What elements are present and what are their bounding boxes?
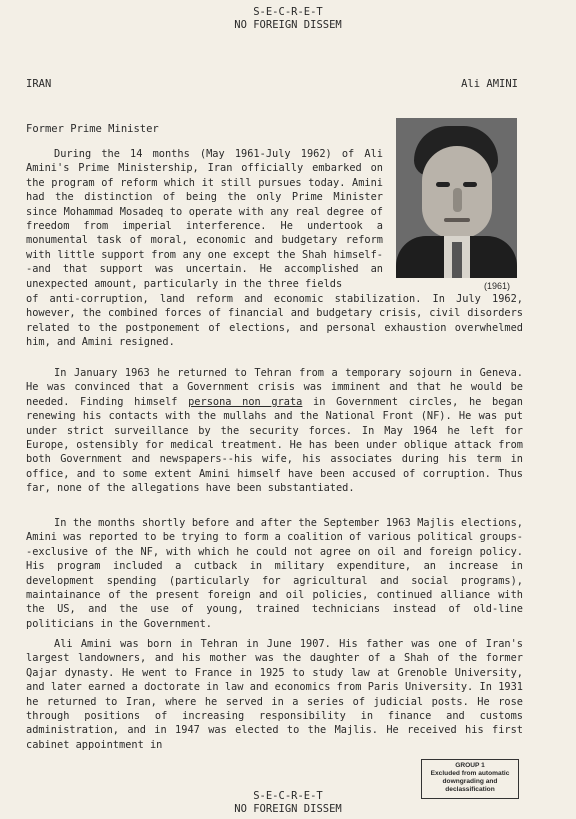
classification-dissem: NO FOREIGN DISSEM — [234, 19, 342, 31]
classification-dissem-footer: NO FOREIGN DISSEM — [234, 803, 342, 815]
subject-name: Ali AMINI — [461, 78, 518, 90]
portrait-photo — [396, 118, 517, 278]
group-box-line-1: GROUP 1 — [455, 762, 485, 769]
paragraph-2 — [26, 366, 523, 496]
group-box-line-3: downgrading and — [442, 778, 498, 785]
classification-footer — [0, 790, 576, 816]
paragraph-3 — [26, 516, 523, 631]
paragraph-4 — [26, 637, 523, 752]
paragraph-1-continued — [26, 292, 523, 350]
persona-non-grata: persona non grata — [188, 395, 303, 408]
paragraph-4-text: Ali Amini was born in Tehran in June 1907. His father was one of Iran's largest landowners, and his mother was the daughter of a Shah of the former Qajar dynasty. He went to France in 1925 to study law at Grenoble University, and later earned a doctorate in law and economics from Paris University. In 1931 he returned to Iran, where he served in a series of judicial posts. He rose through positions of increasing responsibility in finance and customs administration, and in 1947 was elected to the Majlis. He received his first cabinet appointment in — [26, 638, 523, 751]
paragraph-1-continued-text: of anti-corruption, land reform and economic stabilization. In July 1962, however, the combined forces of financial and budgetary crisis, civil disorders related to the postponement of elections, and personal exhaustion overwhelmed him, and Amini resigned. — [26, 293, 523, 349]
classification-secret-footer: S-E-C-R-E-T — [253, 790, 323, 802]
subject-title: Former Prime Minister — [26, 123, 159, 135]
photo-caption: (1961) — [484, 281, 511, 291]
classification-secret: S-E-C-R-E-T — [253, 6, 323, 18]
paragraph-3-text: In the months shortly before and after the September 1963 Majlis elections, Amini was reported to be trying to form a coalition of various political groups--exclusive of the NF, with which he could not agree on oil and foreign policy. His program included a cutback in military expenditure, an increase in development spending (particularly for agricultural and social programs), maintainance of the present foreign and oil policies, continued alliance with the US, and the use of young, trained technicians instead of old-line politicians in the Government. — [26, 517, 523, 630]
paragraph-1-text: During the 14 months (May 1961-July 1962) of Ali Amini's Prime Ministership, Iran officially embarked on the program of reform which it still pursues today. Amini had the distinction of being the only Prime Minister since Mohammad Mosadeq to operate with any real degree of freedom from imperial interference. He undertook a monumental task of moral, economic and budgetary reform with little support from any one except the Shah himself--and that support was uncertain. He accomplished an unexpected amount, particularly in the three fields — [26, 148, 383, 290]
group-box-line-2: Excluded from automatic — [430, 770, 510, 777]
classification-header — [0, 6, 576, 32]
country-label: IRAN — [26, 78, 52, 90]
group-box-line-4: declassification — [445, 786, 495, 793]
paragraph-2-part-a: In January 1963 he returned to Tehran from a temporary sojourn in Geneva. He was convinced that a Government crisis was imminent and that he would be needed. Finding himself — [26, 367, 523, 408]
paragraph-2-text — [26, 366, 523, 496]
paragraph-2-part-b: in Government circles, he began renewing his contacts with the mullahs and the National Front (NF). He was put under strict surveillance by the security forces. In May 1964 he left for Europe, ostensibly for medical treatment. He has been under oblique attack from both Government and newspapers--his wife, his associates during his term in office, and to some extent Amini himself have been accused of corruption. Thus far, none of the allegations have been substantiated. — [26, 395, 523, 495]
paragraph-1 — [26, 147, 383, 291]
